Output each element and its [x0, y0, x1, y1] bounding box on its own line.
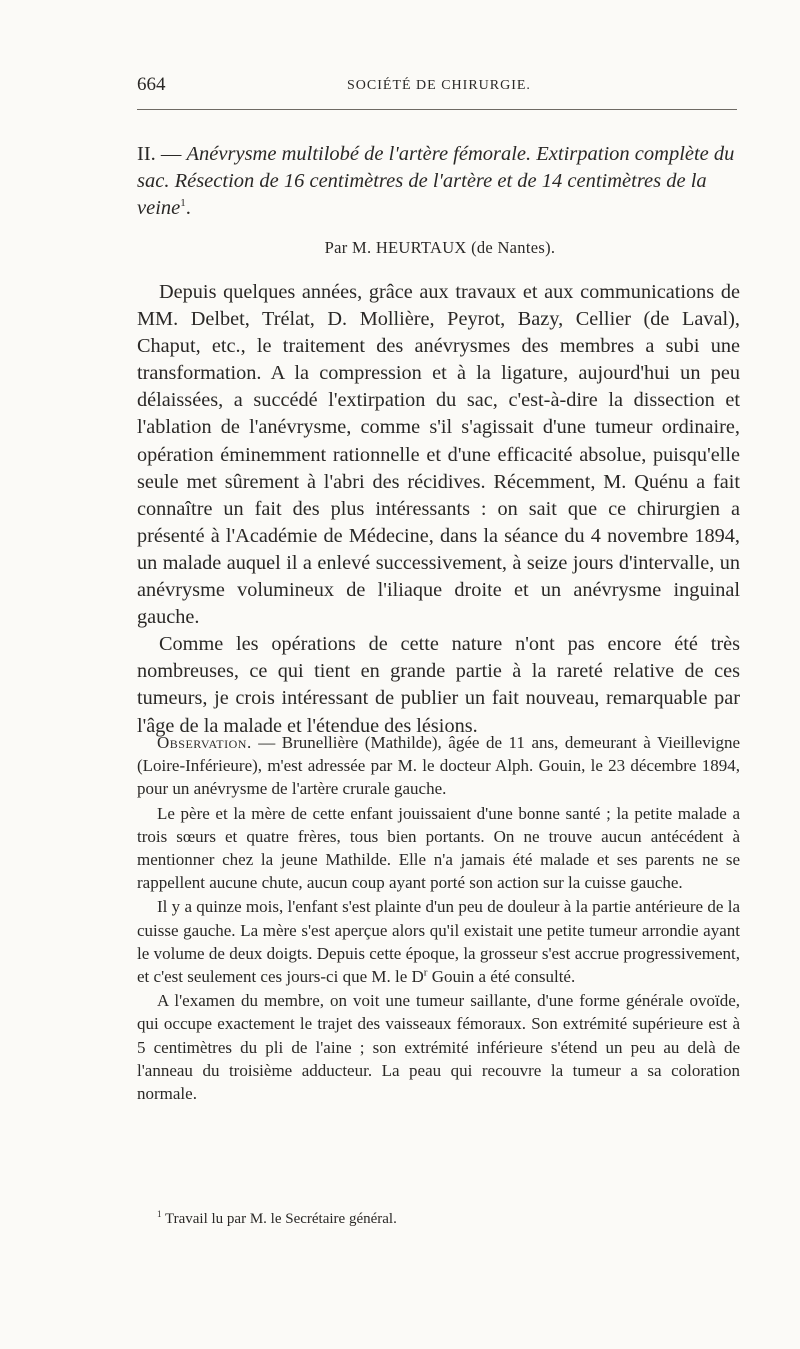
article-title: II. — Anévrysme multilobé de l'artère fémorale. Extirpation complète du sac. Résection de 16 centimètres de l'artère et de 14 centimètres de la veine$^1$. — [137, 143, 735, 219]
header-rule — [137, 109, 737, 110]
page-number: 664 — [137, 74, 166, 95]
paragraph: Comme les opérations de cette nature n'ont pas encore été très nombreuses, ce qui tient en grande partie à la rareté relative de ces tumeurs, je crois intéressant de publier un fait nouveau, remarquable par l'âge de la malade et l'étendue des lésions. — [137, 633, 740, 737]
observation-paragraph: Il y a quinze mois, l'enfant s'est plainte d'un peu de douleur à la partie antérieure de la cuisse gauche. La mère s'est aperçue alors qu'il existait une petite tumeur arrondie ayant le volume de deux doigts. Depuis cette époque, la grosseur s'est accrue progressivement, et c'est seulement ces jours-ci que M. le $D^r$ Gouin a été consulté. — [137, 897, 740, 987]
page-header — [137, 74, 737, 98]
footnote — [157, 1209, 737, 1229]
running-head: SOCIÉTÉ DE CHIRURGIE. — [347, 78, 531, 93]
footnote-marker: 1 — [157, 1209, 162, 1219]
observation-section — [137, 731, 740, 1106]
byline: Par M. HEURTAUX (de Nantes). — [324, 238, 556, 257]
observation-paragraph: Observation. — Brunellière (Mathilde), âgée de 11 ans, demeurant à Vieillevigne (Loire-Inférieure), m'est adressée par M. le docteur Alph. Gouin, le 23 décembre 1894, pour un anévrysme de l'artère crurale gauche. — [137, 733, 740, 799]
observation-paragraph: A l'examen du membre, on voit une tumeur saillante, d'une forme générale ovoïde, qui occupe exactement le trajet des vaisseaux fémoraux. Son extrémité supérieure est à 5 centimètres du pli de l'aine ; son extrémité inférieure s'étend un peu au delà de l'anneau du troisième adducteur. La peau qui recouvre la tumeur a sa coloration normale. — [137, 991, 740, 1104]
footnote-text: Travail lu par M. le Secrétaire général. — [164, 1211, 397, 1227]
observation-paragraph: Le père et la mère de cette enfant jouissaient d'une bonne santé ; la petite malade a trois sœurs et quatre frères, tous bien portants. On ne trouve aucun antécédent à mentionner chez la jeune Mathilde. Elle n'a jamais été malade et ses parents ne se rappellent aucune chute, aucun coup ayant porté son action sur la cuisse gauche. — [137, 803, 740, 893]
article-number: II. — — [137, 143, 182, 165]
article-title-text: Anévrysme multilobé de l'artère fémorale. Extirpation complète du sac. Résection de 16 centimètres de l'artère et de 14 centimètres de la veine — [137, 143, 735, 219]
body-text — [137, 279, 740, 740]
observation-label: Observation. — [157, 733, 252, 752]
paragraph: Depuis quelques années, grâce aux travaux et aux communications de MM. Delbet, Trélat, D. Mollière, Peyrot, Bazy, Cellier (de Laval), Chaput, etc., le traitement des anévrysmes des membres a subi une transformation. A la compression et à la ligature, aujourd'hui un peu délaissées, a succédé l'extirpation du sac, c'est-à-dire la dissection et l'ablation de l'anévrysme, comme s'il s'agissait d'une tumeur ordinaire, opération éminemment rationnelle et d'une efficacité absolue, puisqu'elle seule met sûrement à l'abri des récidives. Récemment, M. Quénu a fait connaître un fait des plus intéressants : on sait que ce chirurgien a présenté à l'Académie de Médecine, dans la séance du 4 novembre 1894, un malade auquel il a enlevé successivement, à seize jours d'intervalle, un anévrysme volumineux de l'iliaque droite et un anévrysme inguinal gauche. — [137, 281, 740, 629]
title-footnote-marker: 1 — [180, 197, 186, 210]
